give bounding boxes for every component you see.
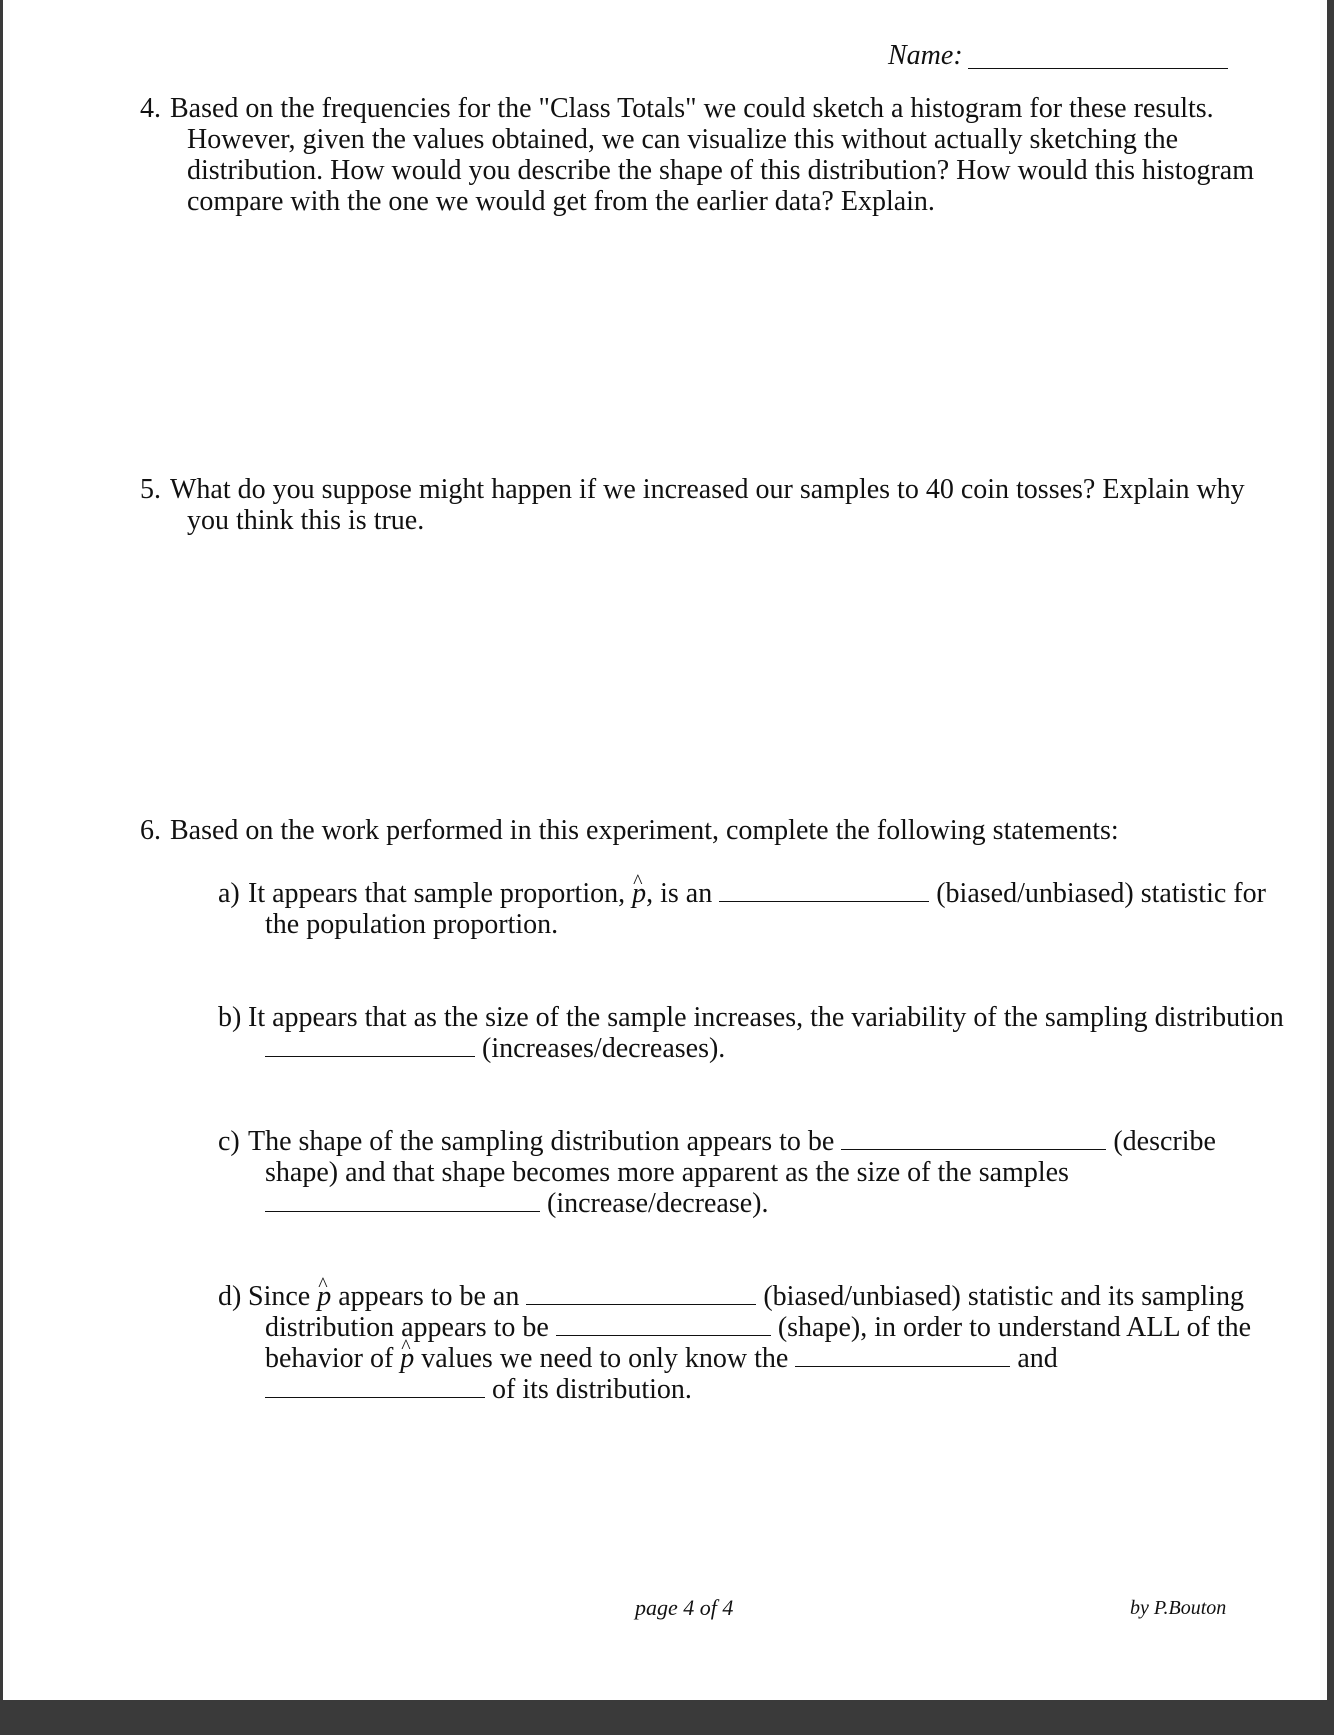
- statement-c: [218, 1126, 1238, 1226]
- statement-b: [218, 1002, 1284, 1072]
- name-blank-line[interactable]: [968, 68, 1228, 69]
- question-4-line: However, given the values obtained, we can visualize this without actually sketching the: [187, 124, 1179, 155]
- question-5-number: 5.: [140, 474, 161, 505]
- question-4-number: 4.: [140, 93, 161, 124]
- question-6-intro: Based on the work performed in this experiment, complete the following statements:: [170, 815, 1119, 846]
- statement-d: [218, 1281, 1252, 1411]
- p-hat-symbol: ^ p: [400, 1343, 414, 1374]
- question-5: [140, 474, 1245, 544]
- p-hat-symbol: ^ p: [317, 1281, 331, 1312]
- statement-a-line2: the population proportion.: [265, 909, 559, 940]
- statement-d-text: appears to be an: [338, 1281, 520, 1312]
- question-4-line: Based on the frequencies for the "Class Totals" we could sketch a histogram for these results.: [170, 93, 1214, 124]
- statement-d-text: Since: [248, 1281, 311, 1312]
- question-4: [140, 93, 1255, 223]
- statement-d-text: distribution appears to be: [265, 1312, 549, 1343]
- blank-d-bias[interactable]: [526, 1282, 756, 1305]
- statement-b-line1: It appears that as the size of the sample increases, the variability of the sampling distribution: [248, 1002, 1284, 1033]
- blank-c-shape[interactable]: [841, 1127, 1106, 1150]
- statement-d-text: behavior of: [265, 1343, 394, 1374]
- question-5-line: you think this is true.: [187, 505, 425, 536]
- statement-d-text: values we need to only know the: [421, 1343, 789, 1374]
- blank-d-parameter-1[interactable]: [795, 1344, 1010, 1367]
- question-4-line: distribution. How would you describe the shape of this distribution? How would this histogram: [187, 155, 1255, 186]
- statement-c-line3: (increase/decrease).: [547, 1188, 769, 1219]
- question-6-number: 6.: [140, 815, 161, 846]
- question-4-line: compare with the one we would get from the earlier data? Explain.: [187, 186, 935, 217]
- statement-a-text: It appears that sample proportion,: [248, 878, 626, 909]
- page-number: page 4 of 4: [635, 1595, 734, 1620]
- statement-d-text: (biased/unbiased) statistic and its sampling: [763, 1281, 1244, 1312]
- statement-c-line2: shape) and that shape becomes more apparent as the size of the samples: [265, 1157, 1069, 1188]
- blank-c-size[interactable]: [265, 1189, 540, 1212]
- blank-b-variability[interactable]: [265, 1034, 475, 1057]
- statement-b-label: b): [218, 1002, 242, 1033]
- statement-c-label: c): [218, 1126, 240, 1157]
- p-hat-symbol: ^ p: [632, 878, 646, 909]
- statement-a-text: , is an: [646, 878, 713, 909]
- statement-b-line2: (increases/decreases).: [482, 1033, 726, 1064]
- author-credit: by P.Bouton: [1130, 1597, 1227, 1619]
- statement-a-text: (biased/unbiased) statistic for: [936, 878, 1266, 909]
- blank-a-bias[interactable]: [719, 879, 929, 902]
- question-5-line: What do you suppose might happen if we increased our samples to 40 coin tosses? Explain why: [170, 474, 1245, 505]
- statement-c-text: (describe: [1113, 1126, 1216, 1157]
- statement-d-text: (shape), in order to understand ALL of the: [777, 1312, 1252, 1343]
- statement-d-line4: of its distribution.: [492, 1374, 692, 1405]
- statement-d-label: d): [218, 1281, 242, 1312]
- question-6: [140, 815, 1240, 855]
- name-label: Name:: [888, 40, 963, 71]
- statement-d-text: and: [1017, 1343, 1058, 1374]
- blank-d-shape[interactable]: [556, 1313, 771, 1336]
- blank-d-parameter-2[interactable]: [265, 1375, 485, 1398]
- statement-c-text: The shape of the sampling distribution appears to be: [248, 1126, 835, 1157]
- statement-a: [218, 878, 1266, 948]
- statement-a-label: a): [218, 878, 240, 909]
